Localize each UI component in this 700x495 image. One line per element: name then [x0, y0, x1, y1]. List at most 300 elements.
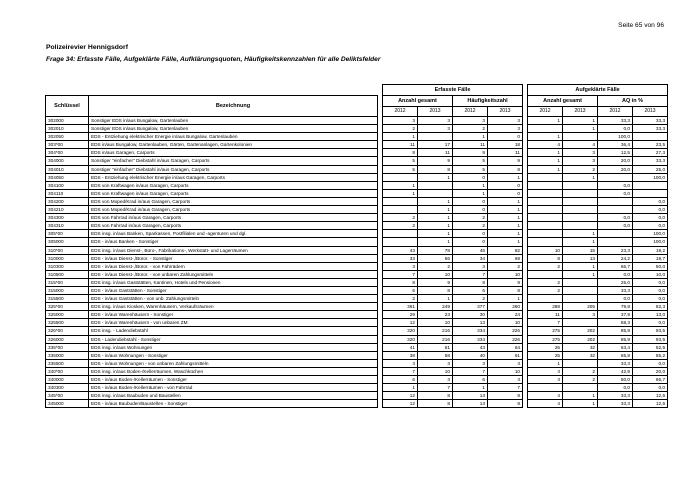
aq-2013-cell: 82,3 [633, 303, 668, 311]
header-aufgeklaerte-faelle: Aufgeklärte Fälle [528, 85, 668, 96]
hz-2012-cell: 3 [453, 117, 488, 125]
aufgeklaert-2012-cell: 275 [528, 335, 563, 343]
year-header: 2012 [598, 107, 633, 117]
aq-2012-cell: 65,8 [598, 351, 633, 359]
aq-2012-cell: 0,0 [598, 125, 633, 133]
bezeichnung-cell: EDS - Ladendiebstahl - Sonstiger [89, 335, 378, 343]
anzahl-2012-cell: 3 [383, 262, 418, 270]
anzahl-2013-cell: 8 [418, 392, 453, 400]
hz-2012-cell: 1 [453, 133, 488, 141]
aq-2012-cell: 33,3 [598, 392, 633, 400]
year-header: 2013 [418, 107, 453, 117]
table-row [46, 222, 668, 230]
table-row [46, 319, 668, 327]
anzahl-2013-cell: 3 [418, 376, 453, 384]
aq-2013-cell: 19,7 [633, 254, 668, 262]
hz-2013-cell: 61 [488, 351, 523, 359]
bezeichnung-cell: EDS von Fahrrad in/aus Garagen, Carports [89, 214, 378, 222]
aufgeklaert-2012-cell: 4 [528, 392, 563, 400]
schluessel-cell: 304010 [46, 165, 89, 173]
aq-2013-cell: 33,3 [633, 157, 668, 165]
year-header: 2013 [563, 107, 598, 117]
aufgeklaert-2013-cell [563, 197, 598, 205]
aq-2012-cell [598, 197, 633, 205]
anzahl-2013-cell: 1 [418, 230, 453, 238]
schluessel-cell: 340300 [46, 384, 89, 392]
aufgeklaert-2012-cell: 4 [528, 141, 563, 149]
anzahl-2013-cell: 1 [418, 238, 453, 246]
hz-2012-cell: 2 [453, 125, 488, 133]
aufgeklaert-2012-cell: 10 [528, 246, 563, 254]
hz-2013-cell: 2 [488, 262, 523, 270]
aufgeklaert-2013-cell: 2 [563, 376, 598, 384]
hz-2013-cell: 260 [488, 303, 523, 311]
schluessel-cell: 302050 [46, 133, 89, 141]
bezeichnung-cell: EDS - in/aus Banken - Sonstiger [89, 238, 378, 246]
aq-2012-cell: 25,0 [598, 278, 633, 286]
table-row [46, 400, 668, 408]
hz-2013-cell: 3 [488, 359, 523, 367]
aq-2012-cell [598, 173, 633, 181]
schluessel-cell: 304200 [46, 197, 89, 205]
anzahl-2012-cell: 12 [383, 400, 418, 408]
year-header: 2013 [633, 107, 668, 117]
anzahl-2012-cell: 12 [383, 392, 418, 400]
bezeichnung-cell: Sonstiger EDS in/aus Bungalow, Gartenlauben [89, 117, 378, 125]
anzahl-2012-cell: 29 [383, 311, 418, 319]
aufgeklaert-2012-cell: 2 [528, 286, 563, 294]
bezeichnung-cell: EDS insg. in/aus Wohnungen [89, 343, 378, 351]
aq-2013-cell: 0,0 [633, 278, 668, 286]
hz-2012-cell: 8 [453, 149, 488, 157]
anzahl-2012-cell: 1 [383, 181, 418, 189]
hz-2013-cell: 1 [488, 173, 523, 181]
hz-2013-cell: 8 [488, 165, 523, 173]
hz-2013-cell: 64 [488, 343, 523, 351]
hz-2012-cell: 34 [453, 254, 488, 262]
header-erfasste-faelle: Erfasste Fälle [383, 85, 523, 96]
aq-2013-cell: 52,5 [633, 343, 668, 351]
hz-2013-cell: 9 [488, 278, 523, 286]
aq-2013-cell: 0,0 [633, 197, 668, 205]
aufgeklaert-2013-cell [563, 214, 598, 222]
anzahl-2013-cell: 78 [418, 246, 453, 254]
hz-2012-cell: 45 [453, 246, 488, 254]
anzahl-2012-cell: 2 [383, 295, 418, 303]
hz-2012-cell: 6 [453, 286, 488, 294]
year-header: 2013 [488, 107, 523, 117]
anzahl-2013-cell: 1 [418, 222, 453, 230]
bezeichnung-cell: EDS - in/aus Gaststätten - Sonstiger [89, 286, 378, 294]
anzahl-2013-cell: 216 [418, 327, 453, 335]
table-row [46, 392, 668, 400]
table-row [46, 230, 668, 238]
anzahl-2013-cell [418, 189, 453, 197]
hz-2012-cell: 8 [453, 278, 488, 286]
schluessel-cell: 315000 [46, 286, 89, 294]
aq-2012-cell [598, 206, 633, 214]
aufgeklaert-2013-cell: 1 [563, 238, 598, 246]
aufgeklaert-2013-cell: 3 [563, 149, 598, 157]
anzahl-2013-cell: 216 [418, 335, 453, 343]
hz-2012-cell: 13 [453, 319, 488, 327]
aufgeklaert-2012-cell [528, 197, 563, 205]
hz-2012-cell: 13 [453, 400, 488, 408]
aufgeklaert-2012-cell: 288 [528, 303, 563, 311]
table-row [46, 246, 668, 254]
anzahl-2012-cell: 6 [383, 286, 418, 294]
hz-2012-cell: 3 [453, 262, 488, 270]
aufgeklaert-2013-cell [563, 181, 598, 189]
page-number: Seite 65 von 96 [618, 22, 664, 29]
table-row [46, 157, 668, 165]
schluessel-cell: 315500 [46, 295, 89, 303]
bezeichnung-cell: EDS von Moped/Krad in/aus Garagen, Carports [89, 197, 378, 205]
anzahl-2012-cell: 38 [383, 351, 418, 359]
anzahl-2013-cell: 9 [418, 157, 453, 165]
anzahl-2013-cell: 1 [418, 197, 453, 205]
header-anzahl-gesamt-aufgeklaert: Anzahl gesamt [528, 96, 598, 107]
hz-2013-cell: 3 [488, 376, 523, 384]
aq-2013-cell: 0,0 [633, 206, 668, 214]
schluessel-cell: 310000 [46, 254, 89, 262]
hz-2012-cell: 7 [453, 270, 488, 278]
organization-title: Polizeirevier Hennigsdorf [46, 44, 128, 51]
aufgeklaert-2012-cell [528, 230, 563, 238]
aq-2012-cell: 50,0 [598, 376, 633, 384]
aq-2013-cell: 33,3 [633, 125, 668, 133]
bezeichnung-cell: EDS von Moped/Krad in/aus Garagen, Carports [89, 206, 378, 214]
schluessel-cell: 304300 [46, 214, 89, 222]
aq-2012-cell: 100,0 [598, 133, 633, 141]
table-row [46, 303, 668, 311]
aufgeklaert-2012-cell [528, 295, 563, 303]
aq-2012-cell: 63,4 [598, 343, 633, 351]
anzahl-2012-cell [383, 173, 418, 181]
hz-2012-cell: 2 [453, 295, 488, 303]
anzahl-2012-cell: 5 [383, 165, 418, 173]
bezeichnung-cell: EDS - in/aus Dienst-,/Büror. - Sonstiger [89, 254, 378, 262]
bezeichnung-cell: EDS - in/aus Boden-/Kellerräumen - von Fahrrad [89, 384, 378, 392]
aq-2013-cell: 0,0 [633, 359, 668, 367]
bezeichnung-cell: EDS - Entziehung elektrischer Energie in/aus Garagen, Carports [89, 173, 378, 181]
aufgeklaert-2012-cell: 2 [528, 278, 563, 286]
hz-2013-cell: 10 [488, 270, 523, 278]
table-row [46, 367, 668, 375]
anzahl-2012-cell: 12 [383, 319, 418, 327]
aq-2013-cell: 50,0 [633, 262, 668, 270]
anzahl-2012-cell [383, 230, 418, 238]
bezeichnung-cell: EDS insg. in/aus Boden-/Kellerräumen, Waschküchen [89, 367, 378, 375]
anzahl-2013-cell: 3 [418, 117, 453, 125]
aufgeklaert-2012-cell: 25 [528, 351, 563, 359]
aufgeklaert-2012-cell: 26 [528, 343, 563, 351]
anzahl-2012-cell: 8 [383, 149, 418, 157]
anzahl-2013-cell: 1 [418, 295, 453, 303]
anzahl-2013-cell: 2 [418, 262, 453, 270]
aq-2012-cell: 85,9 [598, 327, 633, 335]
aq-2012-cell: 79,8 [598, 303, 633, 311]
hz-2012-cell: 2 [453, 222, 488, 230]
anzahl-2013-cell: 1 [418, 206, 453, 214]
hz-2012-cell: 13 [453, 392, 488, 400]
aq-2013-cell: 19,2 [633, 246, 668, 254]
hz-2012-cell: 7 [453, 367, 488, 375]
aq-2012-cell: 20,0 [598, 157, 633, 165]
anzahl-2012-cell: 11 [383, 141, 418, 149]
bezeichnung-cell: EDS insg. in/aus Dienst-, Büro-, Fabrikations-, Werkstatt- und Lagerräumen [89, 246, 378, 254]
aufgeklaert-2013-cell [563, 286, 598, 294]
table-row [46, 173, 668, 181]
hz-2013-cell: 1 [488, 295, 523, 303]
aq-2013-cell [633, 133, 668, 141]
aq-2013-cell [633, 181, 668, 189]
table-row [46, 376, 668, 384]
hz-2013-cell: 1 [488, 230, 523, 238]
aq-2013-cell: 100,0 [633, 230, 668, 238]
anzahl-2013-cell: 11 [418, 149, 453, 157]
aufgeklaert-2013-cell: 1 [563, 262, 598, 270]
aufgeklaert-2012-cell [528, 125, 563, 133]
hz-2013-cell: 11 [488, 149, 523, 157]
aufgeklaert-2013-cell: 1 [563, 392, 598, 400]
aufgeklaert-2012-cell [528, 238, 563, 246]
anzahl-2013-cell: 61 [418, 343, 453, 351]
anzahl-2013-cell: 10 [418, 270, 453, 278]
hz-2013-cell: 8 [488, 392, 523, 400]
hz-2013-cell: 7 [488, 384, 523, 392]
header-aq-percent: AQ in % [598, 96, 668, 107]
table-row [46, 214, 668, 222]
schluessel-cell: 335*00 [46, 343, 89, 351]
aq-2013-cell: 55,2 [633, 351, 668, 359]
aq-2013-cell: 0,0 [633, 222, 668, 230]
hz-2012-cell: 334 [453, 335, 488, 343]
aufgeklaert-2013-cell: 32 [563, 343, 598, 351]
aq-2012-cell: 20,0 [598, 165, 633, 173]
anzahl-2012-cell: 7 [383, 367, 418, 375]
aufgeklaert-2012-cell: 11 [528, 311, 563, 319]
aufgeklaert-2013-cell: 2 [563, 367, 598, 375]
hz-2013-cell: 1 [488, 238, 523, 246]
hz-2013-cell: 8 [488, 400, 523, 408]
anzahl-2012-cell: 5 [383, 157, 418, 165]
anzahl-2013-cell: 249 [418, 303, 453, 311]
hz-2012-cell: 43 [453, 343, 488, 351]
bezeichnung-cell: EDS insg. in/aus Gaststätten, Kantinen, Hotels und Pensionen [89, 278, 378, 286]
aufgeklaert-2013-cell: 32 [563, 351, 598, 359]
aufgeklaert-2012-cell: 2 [528, 262, 563, 270]
bezeichnung-cell: EDS - in/aus Boden-/Kellerräumen - Sonstiger [89, 376, 378, 384]
hz-2013-cell: 10 [488, 319, 523, 327]
aq-2012-cell: 24,2 [598, 254, 633, 262]
bezeichnung-cell: Sonstiger EDS in/aus Bungalow, Gartenlauben [89, 125, 378, 133]
aq-2013-cell: 93,5 [633, 335, 668, 343]
anzahl-2012-cell: 320 [383, 335, 418, 343]
anzahl-2013-cell: 8 [418, 165, 453, 173]
aufgeklaert-2012-cell [528, 173, 563, 181]
aufgeklaert-2013-cell: 1 [563, 270, 598, 278]
aq-2013-cell: 10,0 [633, 270, 668, 278]
aufgeklaert-2013-cell: 1 [563, 400, 598, 408]
hz-2013-cell: 0 [488, 181, 523, 189]
anzahl-2012-cell: 1 [383, 189, 418, 197]
hz-2012-cell: 1 [453, 384, 488, 392]
schluessel-cell: 304000 [46, 157, 89, 165]
schluessel-cell: 325000 [46, 311, 89, 319]
bezeichnung-cell: Sonstiger "einfacher" Diebstahl in/aus Garagen, Carports [89, 157, 378, 165]
hz-2013-cell: 1 [488, 222, 523, 230]
aufgeklaert-2012-cell: 1 [528, 165, 563, 173]
aufgeklaert-2013-cell [563, 359, 598, 367]
anzahl-2012-cell [383, 206, 418, 214]
aufgeklaert-2012-cell: 4 [528, 400, 563, 408]
bezeichnung-cell: EDS - in/aus Warenhäusern - von unbaren ZM [89, 319, 378, 327]
table-row [46, 270, 668, 278]
hz-2013-cell: 8 [488, 286, 523, 294]
aq-2012-cell: 0,0 [598, 189, 633, 197]
schluessel-cell: 305000 [46, 238, 89, 246]
aq-2012-cell: 33,3 [598, 286, 633, 294]
aufgeklaert-2012-cell: 3 [528, 367, 563, 375]
schluessel-cell: 326*00 [46, 327, 89, 335]
anzahl-2013-cell: 66 [418, 254, 453, 262]
anzahl-2013-cell: 7 [418, 384, 453, 392]
table-row [46, 206, 668, 214]
anzahl-2012-cell: 3 [383, 117, 418, 125]
aufgeklaert-2012-cell: 7 [528, 319, 563, 327]
bezeichnung-cell: EDS insg. - Ladendiebstahl [89, 327, 378, 335]
bezeichnung-cell: Sonstiger "einfacher" Diebstahl in/aus Garagen, Carports [89, 165, 378, 173]
anzahl-2013-cell [418, 181, 453, 189]
anzahl-2013-cell [418, 133, 453, 141]
anzahl-2013-cell: 9 [418, 278, 453, 286]
hz-2012-cell: 334 [453, 327, 488, 335]
anzahl-2013-cell: 23 [418, 311, 453, 319]
bezeichnung-cell: EDS - in/aus Baubuden/Baustellen - Sonstiger [89, 400, 378, 408]
hz-2013-cell: 1 [488, 206, 523, 214]
table-row [46, 197, 668, 205]
schluessel-cell: 304*00 [46, 149, 89, 157]
schluessel-cell: 340000 [46, 376, 89, 384]
year-header: 2012 [528, 107, 563, 117]
anzahl-2012-cell: 7 [383, 270, 418, 278]
bezeichnung-cell: EDS - Entziehung elektrischer Energie in/aus Bungalow, Gartenlauben [89, 133, 378, 141]
statistics-table [45, 84, 668, 408]
aufgeklaert-2012-cell: 1 [528, 157, 563, 165]
table-row [46, 343, 668, 351]
aufgeklaert-2013-cell: 205 [563, 303, 598, 311]
bezeichnung-cell: EDS in/aus Garagen, Carports [89, 149, 378, 157]
anzahl-2012-cell: 1 [383, 384, 418, 392]
aufgeklaert-2012-cell: 1 [528, 117, 563, 125]
aq-2012-cell [598, 238, 633, 246]
aufgeklaert-2013-cell [563, 319, 598, 327]
aq-2013-cell: 100,0 [633, 173, 668, 181]
aq-2012-cell: 23,3 [598, 246, 633, 254]
aufgeklaert-2013-cell [563, 295, 598, 303]
aufgeklaert-2012-cell [528, 384, 563, 392]
aufgeklaert-2012-cell [528, 181, 563, 189]
anzahl-2012-cell: 3 [383, 359, 418, 367]
aufgeklaert-2012-cell: 275 [528, 327, 563, 335]
aufgeklaert-2013-cell: 202 [563, 335, 598, 343]
schluessel-cell: 302000 [46, 117, 89, 125]
table-row [46, 278, 668, 286]
aufgeklaert-2012-cell: 3 [528, 376, 563, 384]
anzahl-2012-cell: 8 [383, 278, 418, 286]
aq-2012-cell: 36,4 [598, 141, 633, 149]
table-row [46, 181, 668, 189]
schluessel-cell: 340*00 [46, 367, 89, 375]
aufgeklaert-2012-cell [528, 206, 563, 214]
hz-2012-cell: 6 [453, 376, 488, 384]
anzahl-2012-cell [383, 238, 418, 246]
anzahl-2013-cell: 1 [418, 173, 453, 181]
aq-2012-cell: 85,9 [598, 335, 633, 343]
bezeichnung-cell: EDS von Fahrrad in/aus Garagen, Carports [89, 222, 378, 230]
table-row [46, 286, 668, 294]
bezeichnung-cell: EDS - in/aus Warenhäusern - Sonstiger [89, 311, 378, 319]
schluessel-cell: 304100 [46, 181, 89, 189]
aq-2013-cell: 100,0 [633, 238, 668, 246]
aufgeklaert-2012-cell: 1 [528, 359, 563, 367]
aufgeklaert-2013-cell: 3 [563, 311, 598, 319]
hz-2012-cell: 30 [453, 311, 488, 319]
aq-2012-cell: 0,0 [598, 270, 633, 278]
aufgeklaert-2013-cell [563, 206, 598, 214]
hz-2012-cell: 0 [453, 238, 488, 246]
schluessel-cell: 304110 [46, 189, 89, 197]
aq-2013-cell: 13,0 [633, 311, 668, 319]
aq-2013-cell: 25,0 [633, 165, 668, 173]
bezeichnung-cell: EDS - in/aus Wohnungen - von unbaren Zahlungsmitteln [89, 359, 378, 367]
schluessel-cell: 335000 [46, 351, 89, 359]
table-row [46, 117, 668, 125]
aq-2013-cell: 27,3 [633, 149, 668, 157]
table-row [46, 189, 668, 197]
aq-2013-cell: 93,5 [633, 327, 668, 335]
schluessel-cell: 310300 [46, 262, 89, 270]
bezeichnung-cell: EDS - in/aus Wohnungen - Sonstiger [89, 351, 378, 359]
bezeichnung-cell: EDS insg. in/aus Kiosken, Warenhäusern, Verkaufsräumen [89, 303, 378, 311]
hz-2012-cell: 5 [453, 165, 488, 173]
anzahl-2013-cell: 8 [418, 400, 453, 408]
anzahl-2012-cell: 2 [383, 125, 418, 133]
hz-2012-cell: 40 [453, 351, 488, 359]
aq-2012-cell: 0,0 [598, 222, 633, 230]
hz-2012-cell: 1 [453, 181, 488, 189]
schluessel-cell: 326000 [46, 335, 89, 343]
aufgeklaert-2013-cell: 2 [563, 165, 598, 173]
bezeichnung-cell: EDS in/aus Bungalow, Gartenlauben, Gärten, Gartenanlagen, Gartenkolonien [89, 141, 378, 149]
anzahl-2013-cell: 3 [418, 125, 453, 133]
hz-2013-cell: 18 [488, 141, 523, 149]
bezeichnung-cell: EDS - in/aus Dienst-,/Büror. - von unbaren Zahlungsmitteln [89, 270, 378, 278]
aq-2012-cell: 42,9 [598, 367, 633, 375]
aufgeklaert-2013-cell [563, 384, 598, 392]
schluessel-cell: 345000 [46, 400, 89, 408]
aufgeklaert-2013-cell: 3 [563, 157, 598, 165]
aq-2012-cell: 33,3 [598, 400, 633, 408]
hz-2013-cell: 9 [488, 157, 523, 165]
hz-2013-cell: 1 [488, 214, 523, 222]
table-row [46, 351, 668, 359]
table-row [46, 133, 668, 141]
table-row [46, 311, 668, 319]
schluessel-cell: 304050 [46, 173, 89, 181]
aq-2012-cell: 12,5 [598, 149, 633, 157]
